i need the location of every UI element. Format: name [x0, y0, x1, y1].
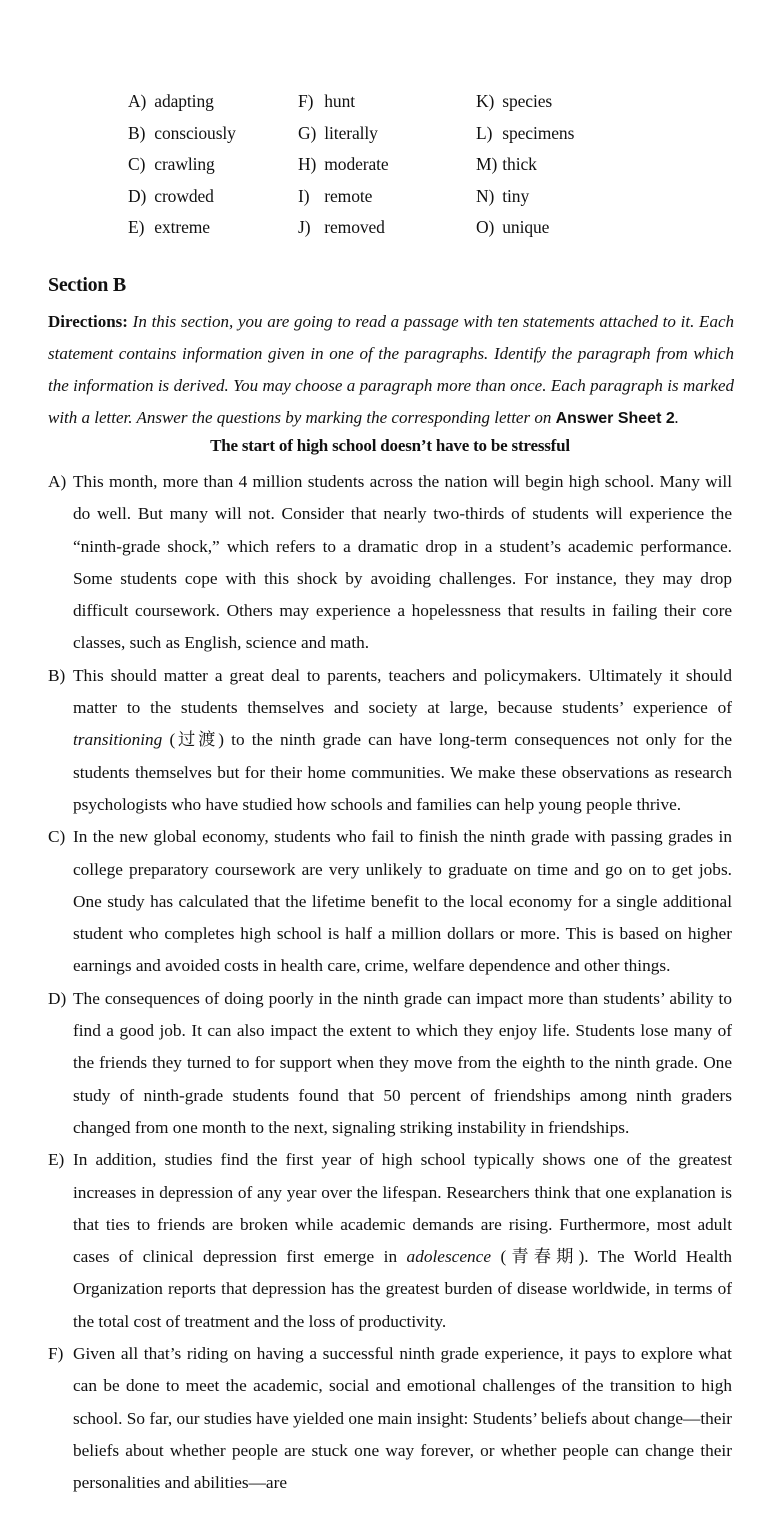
word-bank-item — [298, 86, 476, 118]
answer-sheet-label: Answer Sheet 2 — [555, 410, 675, 427]
word-bank-word: crawling — [154, 154, 215, 174]
paragraph-text: (过渡) to the ninth grade can have long-term consequences not only for the students themselves but for their home communities. We make these observations as research psychologists who have studied how schools and families can help young people thrive. — [73, 730, 732, 814]
word-bank-letter: O) — [476, 217, 495, 237]
paragraph-label: A) — [48, 472, 67, 491]
word-bank-item — [476, 149, 626, 181]
directions — [48, 306, 734, 435]
passage-title: The start of high school doesn’t have to be stressful — [210, 436, 570, 455]
paragraph-text: (青春期). The World Health Organization reports that depression has the greatest burden of disease worldwide, in terms of the total cost of treatment and the loss of productivity. — [73, 1247, 732, 1331]
word-bank-word: consciously — [154, 122, 236, 143]
word-bank-item — [128, 118, 298, 150]
word-bank-letter: N) — [476, 185, 495, 206]
paragraph-text: Given all that’s riding on having a successful ninth grade experience, it pays to explore what can be done to meet the academic, social and emotional challenges of the transition to high school. So far, our studies have yielded one main insight: Students’ beliefs about change—their beliefs about whether people are stuck one way forever, or whether people can change their personalities and abilities—are — [73, 1344, 732, 1493]
word-bank-item — [476, 181, 626, 213]
paragraph-c — [48, 821, 732, 982]
word-bank-letter: C) — [128, 154, 146, 174]
word-bank-word: unique — [502, 217, 550, 237]
word-bank-letter: K) — [476, 91, 495, 111]
word-bank-item — [476, 212, 626, 244]
word-bank-item — [476, 118, 626, 150]
section-title: Section B — [48, 274, 126, 296]
word-bank-word: extreme — [154, 217, 210, 237]
word-bank-word: moderate — [324, 154, 389, 174]
paragraph-text: The consequences of doing poorly in the ninth grade can impact more than students’ ability to find a good job. It can also impact the extent to which they enjoy life. Students lose many of the friends they turned to for support when they move from the eighth to the ninth grade. One study of ninth-grade students found that 50 percent of friendships among ninth graders changed from one month to the next, signaling striking instability in friendships. — [73, 988, 732, 1137]
word-bank-letter: A) — [128, 91, 147, 111]
word-bank-item — [128, 149, 298, 181]
word-bank-letter: E) — [128, 217, 145, 237]
glossed-term: transitioning — [73, 730, 163, 750]
word-bank-item — [298, 149, 476, 181]
word-bank-letter: B) — [128, 122, 146, 143]
word-bank-letter: L) — [476, 122, 493, 143]
word-bank-letter: H) — [298, 154, 317, 174]
word-bank — [128, 86, 628, 244]
paragraph-d — [48, 983, 732, 1144]
word-bank-letter: I) — [298, 185, 310, 206]
word-bank-word: thick — [502, 154, 537, 174]
word-bank-word: specimens — [502, 122, 575, 143]
paragraph-text: This should matter a great deal to parents, teachers and policymakers. Ultimately it should matter to the students themselves and society at large, because students’ experience of — [73, 665, 732, 718]
word-bank-word: species — [502, 91, 553, 111]
word-bank-item — [298, 118, 476, 150]
word-bank-letter: G) — [298, 122, 317, 143]
word-bank-item — [128, 86, 298, 118]
directions-label: Directions: — [48, 312, 128, 331]
paragraph-f — [48, 1338, 732, 1499]
word-bank-word: literally — [324, 122, 378, 143]
word-bank-word: tiny — [502, 185, 530, 206]
paragraph-label: E) — [48, 1150, 65, 1170]
word-bank-word: remote — [324, 185, 373, 206]
paragraph-label: B) — [48, 665, 66, 685]
paragraph-e — [48, 1144, 732, 1338]
passage-body — [48, 466, 732, 1500]
word-bank-item — [476, 86, 626, 118]
paragraph-label: D) — [48, 988, 67, 1008]
directions-text: In this section, you are going to read a passage with ten statements attached to it. Each statement contains information given in one of the paragraphs. Identify the paragraph from which the information is derived. You may choose a paragraph more than once. Each paragraph is marked with a letter. Answer the questions by marking the corresponding letter on — [48, 312, 734, 427]
word-bank-letter: F) — [298, 91, 314, 111]
paragraph-text: In the new global economy, students who fail to finish the ninth grade with passing grades in college preparatory coursework are very unlikely to graduate on time and go on to get jobs. One study has calculated that the lifetime benefit to the local economy for a single additional student who completes high school is half a million dollars or more. This is based on higher earnings and avoided costs in health care, crime, welfare dependence and other things. — [73, 827, 732, 976]
word-bank-letter: J) — [298, 217, 311, 237]
word-bank-word: hunt — [324, 91, 355, 111]
glossed-term: adolescence — [406, 1247, 491, 1267]
word-bank-letter: D) — [128, 185, 147, 206]
word-bank-item — [128, 212, 298, 244]
word-bank-item — [128, 181, 298, 213]
paragraph-label: F) — [48, 1344, 64, 1364]
word-bank-item — [298, 212, 476, 244]
word-bank-letter: M) — [476, 154, 498, 174]
paragraph-b — [48, 660, 732, 821]
directions-end: . — [674, 408, 679, 427]
paragraph-a — [48, 466, 732, 660]
word-bank-word: adapting — [154, 91, 214, 111]
paragraph-label: C) — [48, 827, 66, 847]
paragraph-text: In addition, studies find the first year of high school typically shows one of the greatest increases in depression of any year over the lifespan. Researchers think that one explanation is that ties to friends are broken while academic demands are rising. Furthermore, most adult cases of clinical depression first emerge in — [73, 1150, 732, 1267]
word-bank-word: removed — [324, 217, 385, 237]
paragraph-text: This month, more than 4 million students across the nation will begin high school. Many will do well. But many will not. Consider that nearly two-thirds of students will experience the “ninth-grade shock,” which refers to a dramatic drop in a student’s academic performance. Some students cope with this shock by avoiding challenges. For instance, they may drop difficult coursework. Others may experience a hopelessness that results in failing their core classes, such as English, science and math. — [73, 472, 732, 653]
word-bank-word: crowded — [154, 185, 214, 206]
word-bank-item — [298, 181, 476, 213]
